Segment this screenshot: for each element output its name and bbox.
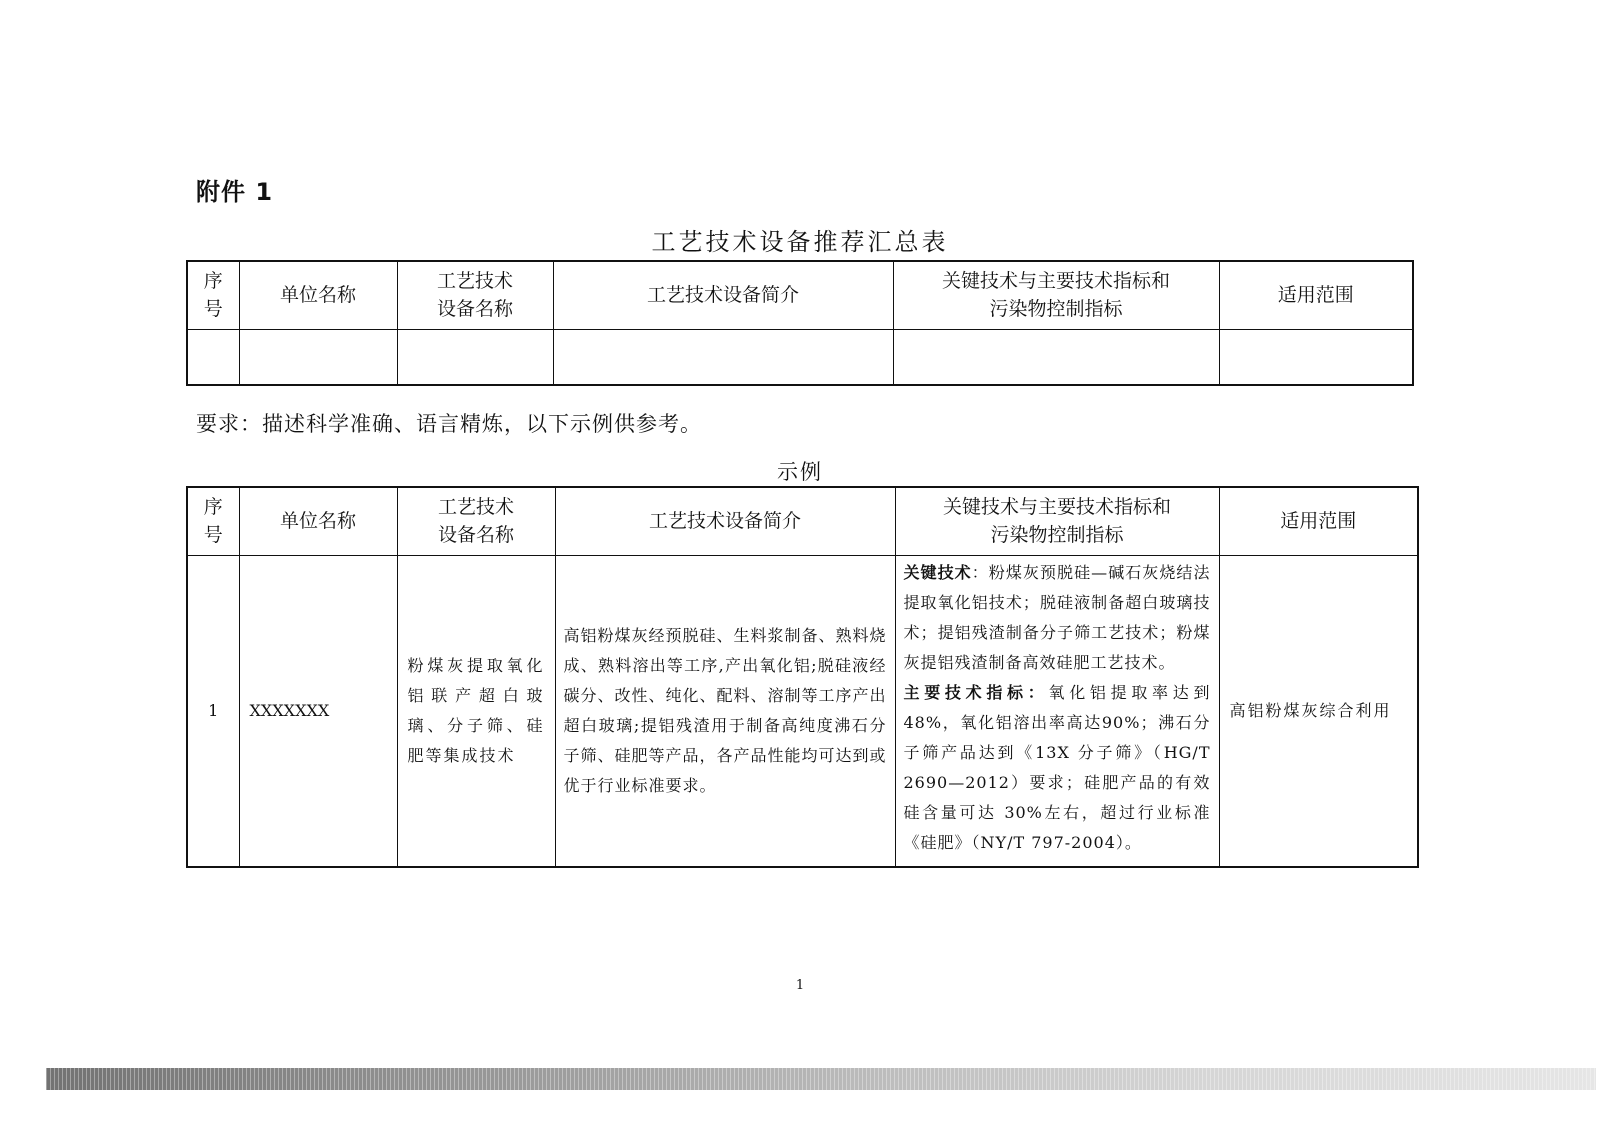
column-header-desc: 工艺技术设备简介 — [555, 487, 895, 555]
table-cell — [553, 329, 893, 385]
column-header-name — [397, 487, 555, 555]
table-cell — [187, 329, 239, 385]
table-cell — [893, 329, 1219, 385]
table-cell — [1219, 329, 1413, 385]
column-header-key-line2: 污染物控制指标 — [990, 524, 1124, 547]
example-table — [186, 486, 1419, 868]
column-header-unit: 单位名称 — [239, 261, 397, 329]
table-header-row — [187, 261, 1413, 329]
column-header-key — [893, 261, 1219, 329]
column-header-name-line2: 设备名称 — [437, 524, 514, 547]
summary-table — [186, 260, 1414, 386]
key-tech-text: ：粉煤灰预脱硅—碱石灰烧结法提取氧化铝技术；脱硅液制备超白玻璃技术；提铝残渣制备分子筛工艺技术；粉煤灰提铝残渣制备高效硅肥工艺技术。 — [903, 562, 1211, 672]
column-header-name-line1: 工艺技术 — [436, 270, 513, 293]
column-header-name-line2: 设备名称 — [436, 298, 513, 321]
cell-key — [895, 555, 1219, 867]
column-header-name-line1: 工艺技术 — [437, 496, 514, 519]
attachment-label: 附件 1 — [196, 178, 274, 206]
main-index-text: 氧化铝提取率达到48%，氧化铝溶出率高达90%；沸石分子筛产品达到《13X 分子筛》（HG/T 2690—2012）要求；硅肥产品的有效硅含量可达 30%左右，超过行业标准《硅肥》（NY/T 797-2004）。 — [903, 682, 1211, 852]
column-header-index — [187, 261, 239, 329]
table-cell — [239, 329, 397, 385]
column-header-key-line2: 污染物控制指标 — [989, 298, 1123, 321]
example-title: 示例 — [777, 460, 823, 484]
cell-index: 1 — [187, 555, 239, 867]
table-header-row — [187, 487, 1418, 555]
column-header-index-line2: 号 — [203, 298, 223, 321]
column-header-index-line2: 号 — [203, 524, 223, 547]
column-header-key-line1: 关键技术与主要技术指标和 — [942, 496, 1171, 519]
cell-desc: 高铝粉煤灰经预脱硅、生料浆制备、熟料烧成、熟料溶出等工序,产出氧化铝;脱硅液经碳分、改性、纯化、配料、溶制等工序产出超白玻璃;提铝残渣用于制备高纯度沸石分子筛、硅肥等产品，各产品性能均可达到或优于行业标准要求。 — [555, 555, 895, 867]
column-header-unit: 单位名称 — [239, 487, 397, 555]
cell-name: 粉煤灰提取氧化铝联产超白玻璃、分子筛、硅肥等集成技术 — [397, 555, 555, 867]
main-index-label: 主要技术指标： — [903, 682, 1049, 702]
column-header-scope: 适用范围 — [1219, 487, 1418, 555]
table-cell — [397, 329, 553, 385]
column-header-index — [187, 487, 239, 555]
table-row — [187, 329, 1413, 385]
page-number: 1 — [795, 978, 805, 993]
column-header-scope: 适用范围 — [1219, 261, 1413, 329]
key-tech-label: 关键技术 — [903, 562, 972, 582]
cell-unit: XXXXXXX — [239, 555, 397, 867]
table-title: 工艺技术设备推荐汇总表 — [651, 228, 949, 256]
cell-scope: 高铝粉煤灰综合利用 — [1219, 555, 1418, 867]
table-row — [187, 555, 1418, 867]
column-header-key-line1: 关键技术与主要技术指标和 — [941, 270, 1170, 293]
column-header-index-line1: 序 — [203, 270, 223, 293]
requirement-text: 要求：描述科学准确、语言精炼，以下示例供参考。 — [196, 412, 702, 436]
column-header-desc: 工艺技术设备简介 — [553, 261, 893, 329]
column-header-index-line1: 序 — [203, 496, 223, 519]
column-header-name — [397, 261, 553, 329]
column-header-key — [895, 487, 1219, 555]
scan-artifact-band — [46, 1068, 1596, 1090]
